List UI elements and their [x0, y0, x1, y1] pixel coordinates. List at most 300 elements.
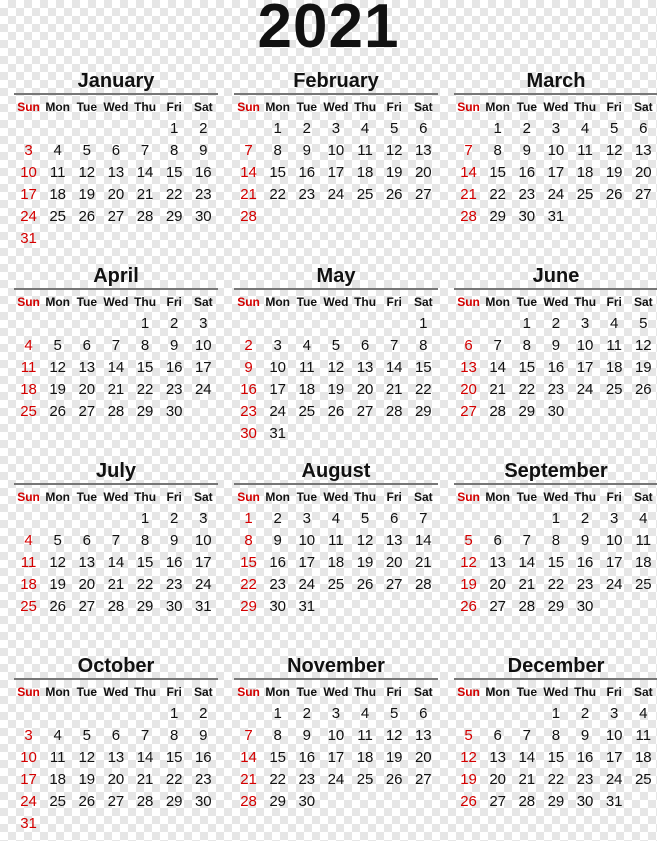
date-cell: 10 [605, 727, 623, 744]
sunday-date: 31 [20, 815, 37, 832]
weekday-header [234, 681, 438, 703]
month-block-january [14, 68, 218, 256]
sunday-date: 21 [240, 186, 257, 203]
date-cell: 18 [634, 749, 652, 766]
week-row [454, 140, 657, 162]
date-cell: 13 [356, 359, 374, 376]
month-block-march [454, 68, 657, 256]
date-cell: 16 [165, 359, 183, 376]
date-cell: 20 [78, 381, 96, 398]
week-row [234, 184, 438, 206]
weekday-label: Thu [134, 295, 157, 309]
sunday-date: 14 [240, 164, 257, 181]
date-cell [409, 206, 438, 228]
date-cell: 22 [547, 771, 565, 788]
sunday-date: 29 [240, 598, 257, 615]
date-cell: 20 [107, 771, 125, 788]
sunday-date: 26 [460, 598, 477, 615]
weekday-label: Sun [237, 490, 260, 504]
date-cell: 29 [518, 403, 536, 420]
date-cell: 19 [327, 381, 345, 398]
date-cell: 18 [327, 554, 345, 571]
week-row [454, 596, 657, 618]
weekday-label: Sat [413, 295, 433, 309]
week-row [234, 508, 438, 530]
date-cell: 28 [414, 576, 432, 593]
weekday-label: Mon [265, 295, 291, 309]
date-cell: 20 [489, 771, 507, 788]
sunday-date: 9 [244, 359, 253, 376]
date-cell: 10 [298, 532, 316, 549]
month-title: October [77, 655, 155, 677]
date-cell: 23 [269, 576, 287, 593]
month-divider [454, 288, 657, 290]
date-cell: 11 [299, 359, 315, 376]
date-cell: 16 [194, 164, 212, 181]
date-cell: 8 [140, 532, 150, 549]
week-row [234, 423, 438, 445]
date-cell: 1 [522, 315, 531, 332]
weekday-label: Wed [543, 685, 569, 699]
month-divider [14, 483, 218, 485]
weekday-label: Thu [134, 100, 157, 114]
sunday-date: 17 [20, 771, 37, 788]
sunday-date [454, 703, 483, 725]
date-cell: 10 [605, 532, 623, 549]
date-cell: 23 [576, 771, 594, 788]
date-cell [321, 313, 350, 335]
date-cell: 19 [49, 381, 67, 398]
weekday-label: Sun [237, 295, 260, 309]
weekday-header [234, 96, 438, 118]
date-cell: 23 [298, 771, 316, 788]
date-cell: 21 [518, 771, 536, 788]
date-cell: 30 [194, 208, 212, 225]
week-row [14, 184, 218, 206]
weekday-label: Tue [76, 295, 98, 309]
date-cell: 19 [385, 164, 403, 181]
sunday-date: 3 [24, 142, 33, 159]
date-cell: 9 [302, 727, 311, 744]
date-cell: 3 [610, 510, 619, 527]
month-title: July [95, 460, 137, 482]
sunday-date: 21 [460, 186, 477, 203]
week-row [14, 530, 218, 552]
month-block-may [234, 263, 438, 451]
date-cell: 13 [414, 727, 432, 744]
date-cell: 29 [165, 793, 183, 810]
date-cell [351, 206, 380, 228]
date-cell: 30 [576, 793, 594, 810]
date-cell: 1 [170, 120, 179, 137]
date-cell: 2 [273, 510, 282, 527]
sunday-date: 12 [460, 554, 477, 571]
month-block-april [14, 263, 218, 451]
date-cell: 6 [82, 532, 91, 549]
date-cell: 15 [165, 749, 183, 766]
month-divider [234, 288, 438, 290]
date-cell: 22 [165, 186, 183, 203]
week-row [454, 206, 657, 228]
date-cell: 12 [605, 142, 623, 159]
date-cell [101, 313, 130, 335]
date-cell: 5 [639, 315, 648, 332]
date-cell: 1 [273, 705, 282, 722]
week-row [454, 747, 657, 769]
weekday-label: Tue [516, 490, 538, 504]
month-block-july [14, 458, 218, 646]
date-cell: 22 [414, 381, 432, 398]
date-cell: 25 [298, 403, 316, 420]
month-divider [454, 93, 657, 95]
date-cell: 17 [605, 554, 623, 571]
date-cell: 30 [165, 598, 183, 615]
date-cell: 28 [136, 208, 154, 225]
date-cell: 11 [328, 532, 344, 549]
date-cell: 27 [356, 403, 374, 420]
weekday-label: Sat [633, 295, 653, 309]
date-cell: 26 [327, 403, 345, 420]
date-cell: 13 [634, 142, 652, 159]
date-cell: 11 [635, 532, 652, 549]
date-cell: 10 [547, 142, 565, 159]
date-cell: 22 [489, 186, 507, 203]
date-cell: 29 [136, 403, 154, 420]
date-cell: 25 [356, 771, 374, 788]
date-cell [43, 703, 72, 725]
weekday-label: Tue [76, 685, 98, 699]
date-cell: 9 [199, 142, 208, 159]
weekday-label: Sat [193, 100, 213, 114]
date-cell: 27 [78, 403, 96, 420]
sunday-date: 30 [240, 425, 257, 442]
weekday-label: Sat [633, 490, 653, 504]
date-cell: 29 [269, 793, 287, 810]
date-cell: 17 [547, 164, 565, 181]
week-row [454, 335, 657, 357]
date-cell [131, 813, 160, 835]
date-cell: 23 [194, 186, 212, 203]
sunday-date: 8 [244, 532, 253, 549]
date-cell [409, 423, 438, 445]
date-cell: 11 [357, 727, 373, 744]
weekday-header [454, 681, 657, 703]
sunday-date: 10 [20, 749, 37, 766]
sunday-date: 7 [244, 727, 253, 744]
date-cell: 25 [327, 576, 345, 593]
date-cell: 11 [577, 142, 593, 159]
date-cell: 19 [78, 186, 96, 203]
week-row [454, 313, 657, 335]
week-row [454, 703, 657, 725]
sunday-date: 11 [20, 359, 37, 376]
week-row [454, 725, 657, 747]
weekday-label: Wed [103, 295, 129, 309]
week-row [454, 791, 657, 813]
date-cell: 11 [635, 727, 652, 744]
date-cell: 27 [634, 186, 652, 203]
date-cell: 26 [385, 771, 403, 788]
date-cell: 2 [170, 510, 179, 527]
week-row [14, 228, 218, 250]
date-cell [292, 313, 321, 335]
date-cell [72, 118, 101, 140]
date-cell: 9 [551, 337, 561, 354]
date-cell: 22 [136, 576, 154, 593]
date-cell [321, 206, 350, 228]
sunday-date: 13 [460, 359, 477, 376]
date-cell: 28 [518, 598, 536, 615]
date-cell: 18 [634, 554, 652, 571]
date-cell: 6 [390, 510, 399, 527]
date-cell: 20 [489, 576, 507, 593]
date-cell [160, 228, 189, 250]
sunday-date: 24 [20, 793, 37, 810]
date-cell: 7 [522, 727, 531, 744]
week-row [234, 574, 438, 596]
week-row [234, 357, 438, 379]
date-cell [629, 401, 657, 423]
sunday-date: 16 [240, 381, 257, 398]
week-row [454, 162, 657, 184]
date-cell: 29 [165, 208, 183, 225]
date-cell [351, 423, 380, 445]
weekday-label: Sat [633, 100, 653, 114]
week-row [14, 162, 218, 184]
weekday-label: Fri [386, 100, 402, 114]
sunday-date: 22 [240, 576, 257, 593]
date-cell [43, 228, 72, 250]
weekday-label: Sun [457, 685, 480, 699]
sunday-date: 14 [240, 749, 257, 766]
month-block-august [234, 458, 438, 646]
date-cell: 3 [610, 705, 619, 722]
weekday-label: Sun [17, 490, 40, 504]
date-cell: 30 [165, 403, 183, 420]
date-cell: 2 [551, 315, 561, 332]
date-cell: 16 [165, 554, 183, 571]
weekday-label: Wed [103, 100, 129, 114]
sunday-date [234, 703, 263, 725]
weekday-label: Sun [237, 100, 260, 114]
date-cell: 24 [194, 576, 212, 593]
date-cell [43, 813, 72, 835]
week-row [234, 206, 438, 228]
date-cell: 15 [269, 164, 287, 181]
month-divider [234, 93, 438, 95]
sunday-date: 24 [20, 208, 37, 225]
date-cell: 24 [194, 381, 212, 398]
week-row [234, 791, 438, 813]
date-cell: 13 [414, 142, 432, 159]
sunday-date: 31 [20, 230, 37, 247]
date-cell: 24 [576, 381, 594, 398]
week-row [234, 703, 438, 725]
sunday-date: 25 [20, 403, 37, 420]
date-cell: 21 [107, 381, 125, 398]
date-cell: 1 [493, 120, 502, 137]
date-cell: 4 [610, 315, 619, 332]
sunday-date [14, 508, 43, 530]
date-cell: 21 [414, 554, 432, 571]
weekday-label: Tue [296, 100, 318, 114]
week-row [454, 530, 657, 552]
date-cell: 1 [273, 120, 282, 137]
week-row [454, 357, 657, 379]
date-cell: 4 [580, 120, 590, 137]
weekday-label: Sat [193, 295, 213, 309]
date-cell: 27 [414, 771, 432, 788]
date-cell: 5 [390, 120, 399, 137]
weekday-label: Thu [574, 490, 597, 504]
date-cell: 16 [298, 164, 316, 181]
date-cell: 29 [136, 598, 154, 615]
week-row [14, 357, 218, 379]
date-cell: 21 [518, 576, 536, 593]
sunday-date: 11 [20, 554, 37, 571]
date-cell: 18 [605, 359, 623, 376]
date-cell: 8 [170, 142, 179, 159]
sunday-date [14, 118, 43, 140]
weekday-header [454, 96, 657, 118]
date-cell [571, 206, 600, 228]
week-row [234, 769, 438, 791]
week-row [14, 703, 218, 725]
date-cell: 10 [194, 532, 212, 549]
week-row [234, 118, 438, 140]
date-cell [512, 703, 541, 725]
weekday-label: Sun [17, 295, 40, 309]
weekday-label: Wed [543, 100, 569, 114]
date-cell: 19 [356, 554, 374, 571]
month-title: March [526, 70, 586, 92]
date-cell: 7 [111, 532, 121, 549]
date-cell [351, 313, 380, 335]
week-row [234, 140, 438, 162]
date-cell: 29 [489, 208, 507, 225]
date-cell: 27 [385, 576, 403, 593]
weekday-label: Fri [606, 100, 622, 114]
date-cell: 22 [547, 576, 565, 593]
date-cell: 7 [493, 337, 502, 354]
month-divider [454, 483, 657, 485]
date-cell: 2 [580, 705, 590, 722]
month-divider [454, 678, 657, 680]
date-cell: 16 [298, 749, 316, 766]
date-cell: 3 [199, 510, 208, 527]
date-cell: 5 [331, 337, 341, 354]
date-cell [380, 791, 409, 813]
date-cell [189, 401, 218, 423]
date-cell [600, 206, 629, 228]
weekday-label: Mon [485, 685, 511, 699]
month-title: April [93, 265, 139, 287]
date-cell: 9 [273, 532, 282, 549]
sunday-date: 18 [20, 576, 37, 593]
date-cell: 27 [78, 598, 96, 615]
date-cell: 25 [605, 381, 623, 398]
sunday-date: 28 [240, 208, 257, 225]
weekday-label: Fri [166, 100, 182, 114]
date-cell: 12 [385, 142, 403, 159]
date-cell [629, 206, 657, 228]
weekday-label: Fri [386, 685, 402, 699]
month-block-december [454, 653, 657, 841]
sunday-date [454, 508, 483, 530]
date-cell [263, 206, 292, 228]
date-cell: 5 [390, 705, 399, 722]
sunday-date [14, 313, 43, 335]
week-row [14, 401, 218, 423]
date-cell: 28 [489, 403, 507, 420]
date-cell: 14 [414, 532, 432, 549]
date-cell: 3 [331, 705, 341, 722]
month-divider [234, 483, 438, 485]
week-row [14, 140, 218, 162]
week-row [14, 769, 218, 791]
weekday-header [234, 291, 438, 313]
sunday-date: 18 [20, 381, 37, 398]
date-cell: 16 [576, 749, 594, 766]
date-cell: 27 [489, 598, 507, 615]
date-cell: 26 [634, 381, 652, 398]
date-cell: 18 [49, 186, 67, 203]
date-cell: 5 [82, 142, 91, 159]
date-cell: 19 [78, 771, 96, 788]
week-row [234, 747, 438, 769]
date-cell [600, 401, 629, 423]
weekday-label: Mon [265, 685, 291, 699]
weekday-label: Sat [413, 100, 433, 114]
date-cell: 31 [547, 208, 565, 225]
date-cell: 7 [390, 337, 399, 354]
sunday-date: 3 [24, 727, 33, 744]
date-cell: 30 [576, 598, 594, 615]
sunday-date: 5 [464, 532, 473, 549]
date-cell: 21 [136, 771, 154, 788]
date-cell [409, 791, 438, 813]
month-block-november [234, 653, 438, 841]
date-cell: 23 [576, 576, 594, 593]
week-row [14, 552, 218, 574]
month-title: January [77, 70, 155, 92]
date-cell: 25 [576, 186, 594, 203]
date-cell [72, 703, 101, 725]
sunday-date: 5 [464, 727, 473, 744]
date-cell: 8 [551, 727, 561, 744]
weekday-label: Sun [17, 685, 40, 699]
month-block-september [454, 458, 657, 646]
date-cell: 19 [605, 164, 623, 181]
weekday-label: Sat [413, 685, 433, 699]
date-cell: 24 [547, 186, 565, 203]
weekday-label: Fri [606, 490, 622, 504]
date-cell: 12 [49, 554, 67, 571]
weekday-label: Thu [574, 100, 597, 114]
date-cell: 22 [136, 381, 154, 398]
date-cell [409, 596, 438, 618]
date-cell: 23 [547, 381, 565, 398]
date-cell: 15 [547, 554, 565, 571]
date-cell: 8 [170, 727, 179, 744]
date-cell: 3 [302, 510, 311, 527]
week-row [234, 596, 438, 618]
weekday-label: Tue [296, 490, 318, 504]
weekday-label: Thu [574, 295, 597, 309]
month-divider [14, 93, 218, 95]
date-cell [380, 423, 409, 445]
week-row [454, 552, 657, 574]
